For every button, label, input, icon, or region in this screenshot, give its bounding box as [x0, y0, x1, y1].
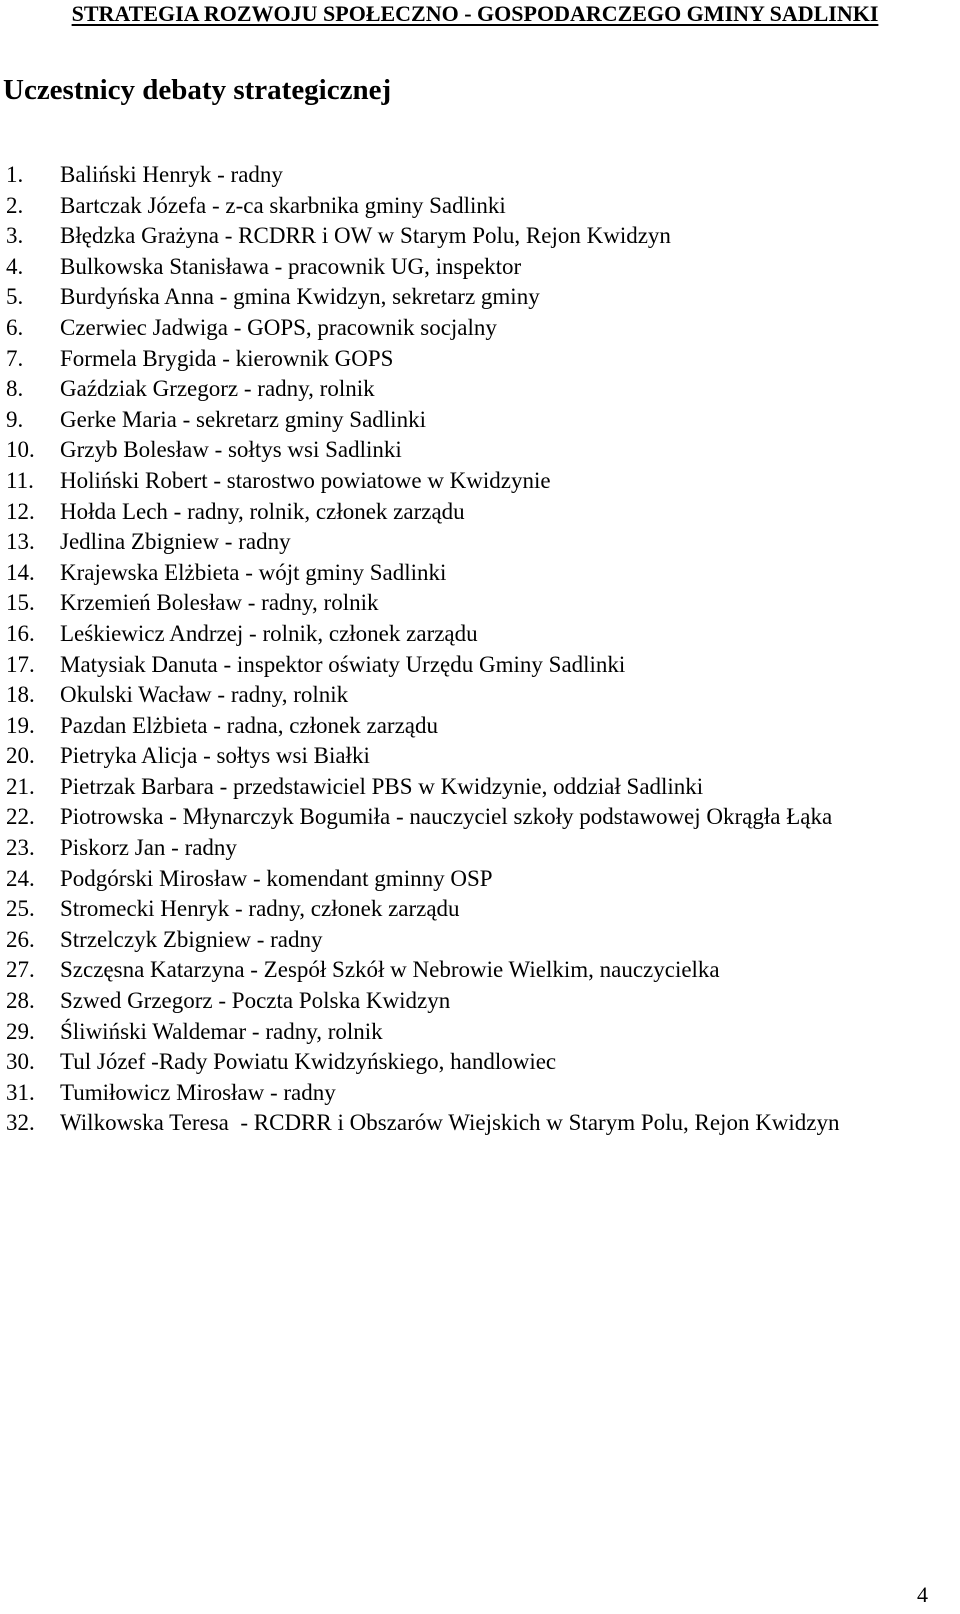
list-item-text: Krajewska Elżbieta - wójt gminy Sadlinki	[60, 559, 447, 585]
list-item-text: Podgórski Mirosław - komendant gminny OSP	[60, 865, 493, 891]
list-item-text: Piskorz Jan - radny	[60, 835, 237, 861]
list-item-text: Hołda Lech - radny, rolnik, członek zarządu	[60, 498, 465, 524]
list-item-text: Szczęsna Katarzyna - Zespół Szkół w Nebrowie Wielkim, nauczycielka	[60, 957, 720, 983]
list-item-number: 22.	[6, 804, 35, 830]
list-item-text: Pietryka Alicja - sołtys wsi Białki	[60, 743, 370, 769]
list-item-text: Stromecki Henryk - radny, członek zarządu	[60, 896, 460, 922]
list-item	[0, 558, 943, 589]
list-item	[0, 313, 943, 344]
list-item-number: 13.	[6, 529, 35, 555]
list-item-text: Wilkowska Teresa - RCDRR i Obszarów Wiejskich w Starym Polu, Rejon Kwidzyn	[60, 1110, 840, 1136]
list-item-text: Leśkiewicz Andrzej - rolnik, członek zarządu	[60, 620, 478, 646]
list-item-text: Gaździak Grzegorz - radny, rolnik	[60, 376, 375, 402]
list-item-text: Pietrzak Barbara - przedstawiciel PBS w Kwidzynie, oddział Sadlinki	[60, 773, 704, 799]
list-item	[0, 1047, 943, 1078]
list-item-text: Tul Józef -Rady Powiatu Kwidzyńskiego, handlowiec	[60, 1049, 557, 1075]
list-item-number: 12.	[6, 498, 35, 524]
list-item-number: 11.	[6, 467, 34, 493]
list-item-number: 19.	[6, 712, 35, 738]
list-item	[0, 221, 943, 252]
list-item-number: 8.	[6, 376, 24, 402]
list-item-number: 31.	[6, 1079, 35, 1105]
list-item	[0, 497, 943, 528]
list-item-text: Gerke Maria - sekretarz gminy Sadlinki	[60, 406, 426, 432]
list-item-number: 14.	[6, 559, 35, 585]
list-item	[0, 711, 943, 742]
list-item	[0, 160, 943, 191]
list-item-number: 21.	[6, 773, 35, 799]
list-item	[0, 833, 943, 864]
list-item	[0, 650, 943, 681]
list-item-number: 4.	[6, 253, 24, 279]
list-item-text: Krzemień Bolesław - radny, rolnik	[60, 590, 379, 616]
list-item-number: 25.	[6, 896, 35, 922]
list-item-number: 5.	[6, 284, 24, 310]
list-item	[0, 374, 943, 405]
list-item-number: 15.	[6, 590, 35, 616]
list-item-text: Czerwiec Jadwiga - GOPS, pracownik socjalny	[60, 314, 497, 340]
list-item-text: Tumiłowicz Mirosław - radny	[60, 1079, 336, 1105]
list-item-number: 7.	[6, 345, 24, 371]
list-item	[0, 1078, 943, 1109]
page-number: 4	[917, 1582, 928, 1607]
list-item	[0, 282, 943, 313]
list-item	[0, 802, 943, 833]
list-item	[0, 680, 943, 711]
list-item-number: 27.	[6, 957, 35, 983]
list-item	[0, 527, 943, 558]
list-item-number: 17.	[6, 651, 35, 677]
list-item-number: 6.	[6, 314, 24, 340]
list-item	[0, 894, 943, 925]
list-item	[0, 864, 943, 895]
list-item-text: Bulkowska Stanisława - pracownik UG, inspektor	[60, 253, 522, 279]
participants-list	[0, 160, 943, 1139]
list-item-text: Pazdan Elżbieta - radna, członek zarządu	[60, 712, 439, 738]
list-item-number: 20.	[6, 743, 35, 769]
list-item-number: 10.	[6, 437, 35, 463]
list-item-text: Grzyb Bolesław - sołtys wsi Sadlinki	[60, 437, 402, 463]
list-item-number: 26.	[6, 926, 35, 952]
list-item-text: Jedlina Zbigniew - radny	[60, 529, 291, 555]
list-item-text: Bartczak Józefa - z-ca skarbnika gminy Sadlinki	[60, 192, 506, 218]
list-item	[0, 344, 943, 375]
list-item-number: 9.	[6, 406, 24, 432]
list-item	[0, 925, 943, 956]
list-item-number: 3.	[6, 223, 24, 249]
list-item-number: 1.	[6, 162, 24, 187]
list-item-text: Piotrowska - Młynarczyk Bogumiła - nauczyciel szkoły podstawowej Okrągła Łąka	[60, 804, 833, 830]
list-item-text: Szwed Grzegorz - Poczta Polska Kwidzyn	[60, 988, 451, 1014]
list-item	[0, 772, 943, 803]
list-item-text: Matysiak Danuta - inspektor oświaty Urzędu Gminy Sadlinki	[60, 651, 626, 677]
list-item-number: 32.	[6, 1110, 35, 1136]
section-heading: Uczestnicy debaty strategicznej	[3, 74, 392, 106]
list-item	[0, 1108, 943, 1139]
list-item-text: Okulski Wacław - radny, rolnik	[60, 682, 349, 708]
list-item-text: Strzelczyk Zbigniew - radny	[60, 926, 323, 952]
list-item	[0, 986, 943, 1017]
list-item	[0, 955, 943, 986]
list-item	[0, 435, 943, 466]
list-item	[0, 619, 943, 650]
list-item-number: 16.	[6, 620, 35, 646]
list-item-number: 23.	[6, 835, 35, 861]
list-item-text: Formela Brygida - kierownik GOPS	[60, 345, 394, 371]
list-item	[0, 252, 943, 283]
document-header-title: STRATEGIA ROZWOJU SPOŁECZNO - GOSPODARCZEGO GMINY SADLINKI	[71, 1, 879, 26]
list-item-text: Baliński Henryk - radny	[60, 162, 283, 187]
list-item-number: 29.	[6, 1018, 35, 1044]
list-item	[0, 405, 943, 436]
list-item-text: Śliwiński Waldemar - radny, rolnik	[60, 1018, 383, 1044]
list-item	[0, 1017, 943, 1048]
list-item-number: 2.	[6, 192, 24, 218]
list-item	[0, 191, 943, 222]
list-item	[0, 588, 943, 619]
list-item-text: Błędzka Grażyna - RCDRR i OW w Starym Polu, Rejon Kwidzyn	[60, 223, 671, 249]
list-item	[0, 466, 943, 497]
list-item-number: 18.	[6, 682, 35, 708]
list-item	[0, 741, 943, 772]
list-item-number: 28.	[6, 988, 35, 1014]
list-item-number: 24.	[6, 865, 35, 891]
list-item-text: Burdyńska Anna - gmina Kwidzyn, sekretarz gminy	[60, 284, 540, 310]
list-item-text: Holiński Robert - starostwo powiatowe w Kwidzynie	[60, 467, 551, 493]
list-item-number: 30.	[6, 1049, 35, 1075]
